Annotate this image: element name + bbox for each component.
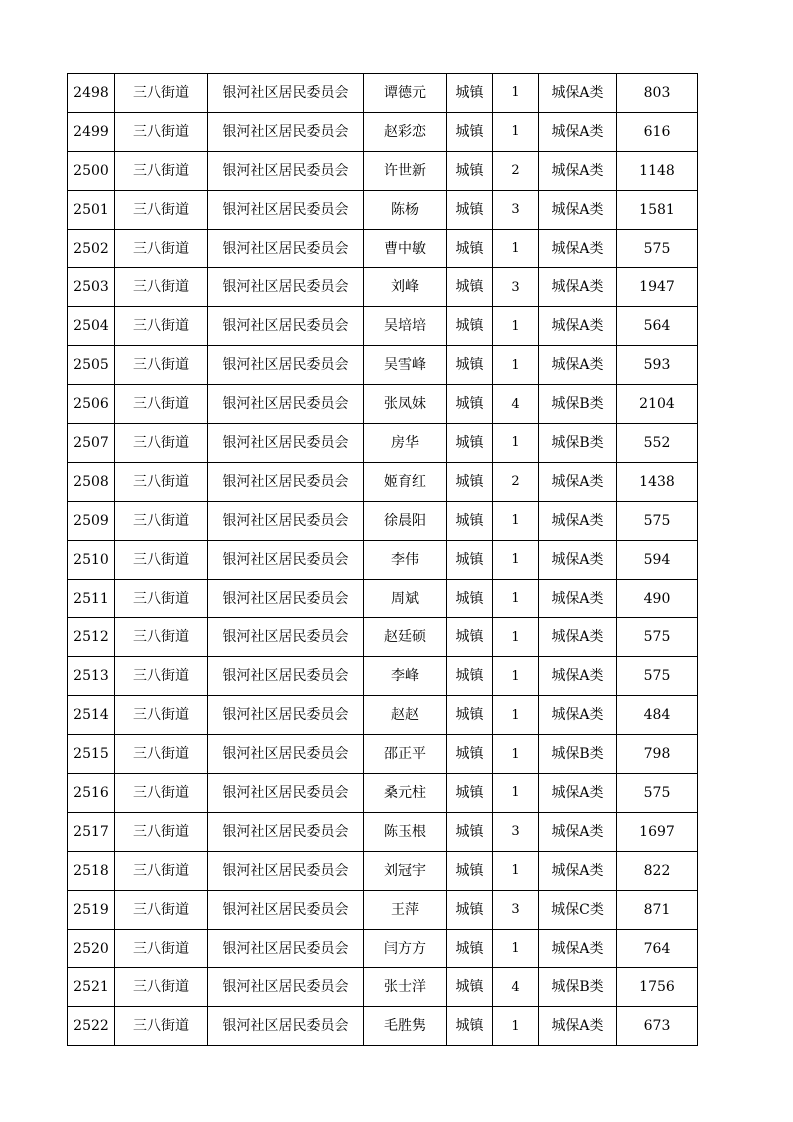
- cell-amount: 764: [617, 929, 698, 968]
- cell-community: 银河社区居民委员会: [208, 929, 364, 968]
- cell-amount: 673: [617, 1007, 698, 1046]
- cell-id: 2521: [68, 968, 115, 1007]
- cell-name: 毛胜隽: [364, 1007, 447, 1046]
- cell-community: 银河社区居民委员会: [208, 696, 364, 735]
- table-row: [68, 579, 698, 618]
- cell-street: 三八街道: [115, 735, 208, 774]
- cell-household-type: 城镇: [447, 462, 493, 501]
- cell-name: 赵彩恋: [364, 112, 447, 151]
- cell-community: 银河社区居民委员会: [208, 618, 364, 657]
- cell-category: 城保A类: [539, 540, 617, 579]
- cell-street: 三八街道: [115, 462, 208, 501]
- cell-amount: 490: [617, 579, 698, 618]
- cell-community: 银河社区居民委员会: [208, 774, 364, 813]
- records-table-body: [68, 74, 698, 1046]
- cell-name: 陈杨: [364, 190, 447, 229]
- cell-name: 王萍: [364, 890, 447, 929]
- cell-name: 周斌: [364, 579, 447, 618]
- cell-category: 城保A类: [539, 851, 617, 890]
- cell-name: 邵正平: [364, 735, 447, 774]
- cell-member-count: 1: [493, 229, 539, 268]
- cell-household-type: 城镇: [447, 268, 493, 307]
- cell-member-count: 1: [493, 579, 539, 618]
- cell-name: 吴雪峰: [364, 346, 447, 385]
- cell-household-type: 城镇: [447, 307, 493, 346]
- table-row: [68, 1007, 698, 1046]
- cell-household-type: 城镇: [447, 112, 493, 151]
- cell-category: 城保A类: [539, 774, 617, 813]
- cell-id: 2499: [68, 112, 115, 151]
- cell-household-type: 城镇: [447, 424, 493, 463]
- cell-street: 三八街道: [115, 385, 208, 424]
- cell-amount: 1756: [617, 968, 698, 1007]
- cell-id: 2508: [68, 462, 115, 501]
- cell-member-count: 1: [493, 851, 539, 890]
- cell-community: 银河社区居民委员会: [208, 968, 364, 1007]
- cell-category: 城保A类: [539, 657, 617, 696]
- cell-street: 三八街道: [115, 307, 208, 346]
- cell-household-type: 城镇: [447, 851, 493, 890]
- cell-community: 银河社区居民委员会: [208, 851, 364, 890]
- cell-street: 三八街道: [115, 851, 208, 890]
- cell-amount: 798: [617, 735, 698, 774]
- cell-member-count: 1: [493, 657, 539, 696]
- cell-id: 2516: [68, 774, 115, 813]
- cell-member-count: 1: [493, 424, 539, 463]
- cell-name: 谭德元: [364, 74, 447, 113]
- table-row: [68, 968, 698, 1007]
- cell-community: 银河社区居民委员会: [208, 462, 364, 501]
- cell-id: 2503: [68, 268, 115, 307]
- cell-street: 三八街道: [115, 968, 208, 1007]
- cell-street: 三八街道: [115, 696, 208, 735]
- cell-household-type: 城镇: [447, 579, 493, 618]
- cell-id: 2506: [68, 385, 115, 424]
- cell-amount: 594: [617, 540, 698, 579]
- records-table: [67, 73, 698, 1046]
- cell-member-count: 1: [493, 1007, 539, 1046]
- cell-community: 银河社区居民委员会: [208, 735, 364, 774]
- cell-household-type: 城镇: [447, 501, 493, 540]
- cell-id: 2511: [68, 579, 115, 618]
- cell-amount: 564: [617, 307, 698, 346]
- cell-name: 赵赵: [364, 696, 447, 735]
- cell-id: 2515: [68, 735, 115, 774]
- cell-street: 三八街道: [115, 268, 208, 307]
- cell-community: 银河社区居民委员会: [208, 74, 364, 113]
- cell-member-count: 3: [493, 190, 539, 229]
- cell-street: 三八街道: [115, 151, 208, 190]
- cell-community: 银河社区居民委员会: [208, 385, 364, 424]
- table-row: [68, 307, 698, 346]
- table-row: [68, 735, 698, 774]
- cell-amount: 575: [617, 774, 698, 813]
- cell-member-count: 1: [493, 112, 539, 151]
- table-row: [68, 774, 698, 813]
- cell-household-type: 城镇: [447, 618, 493, 657]
- cell-street: 三八街道: [115, 890, 208, 929]
- cell-member-count: 4: [493, 385, 539, 424]
- cell-household-type: 城镇: [447, 540, 493, 579]
- cell-household-type: 城镇: [447, 657, 493, 696]
- cell-id: 2520: [68, 929, 115, 968]
- cell-street: 三八街道: [115, 774, 208, 813]
- cell-name: 闫方方: [364, 929, 447, 968]
- cell-household-type: 城镇: [447, 190, 493, 229]
- table-row: [68, 540, 698, 579]
- cell-amount: 616: [617, 112, 698, 151]
- table-row: [68, 151, 698, 190]
- cell-amount: 803: [617, 74, 698, 113]
- cell-household-type: 城镇: [447, 346, 493, 385]
- cell-id: 2517: [68, 812, 115, 851]
- cell-member-count: 1: [493, 929, 539, 968]
- cell-member-count: 1: [493, 74, 539, 113]
- cell-household-type: 城镇: [447, 890, 493, 929]
- cell-amount: 552: [617, 424, 698, 463]
- cell-name: 徐晨阳: [364, 501, 447, 540]
- cell-amount: 1581: [617, 190, 698, 229]
- cell-category: 城保B类: [539, 424, 617, 463]
- cell-name: 桑元柱: [364, 774, 447, 813]
- cell-member-count: 4: [493, 968, 539, 1007]
- cell-id: 2501: [68, 190, 115, 229]
- cell-household-type: 城镇: [447, 735, 493, 774]
- cell-street: 三八街道: [115, 579, 208, 618]
- table-row: [68, 696, 698, 735]
- cell-id: 2504: [68, 307, 115, 346]
- cell-name: 许世新: [364, 151, 447, 190]
- cell-street: 三八街道: [115, 74, 208, 113]
- cell-member-count: 3: [493, 812, 539, 851]
- cell-id: 2513: [68, 657, 115, 696]
- cell-community: 银河社区居民委员会: [208, 307, 364, 346]
- cell-community: 银河社区居民委员会: [208, 540, 364, 579]
- cell-amount: 575: [617, 229, 698, 268]
- cell-household-type: 城镇: [447, 774, 493, 813]
- cell-category: 城保C类: [539, 890, 617, 929]
- cell-name: 房华: [364, 424, 447, 463]
- table-row: [68, 890, 698, 929]
- cell-street: 三八街道: [115, 501, 208, 540]
- cell-category: 城保A类: [539, 346, 617, 385]
- cell-member-count: 2: [493, 151, 539, 190]
- cell-street: 三八街道: [115, 190, 208, 229]
- cell-community: 银河社区居民委员会: [208, 579, 364, 618]
- cell-member-count: 1: [493, 307, 539, 346]
- table-row: [68, 229, 698, 268]
- cell-amount: 593: [617, 346, 698, 385]
- cell-community: 银河社区居民委员会: [208, 657, 364, 696]
- table-row: [68, 812, 698, 851]
- cell-community: 银河社区居民委员会: [208, 346, 364, 385]
- cell-street: 三八街道: [115, 112, 208, 151]
- cell-category: 城保B类: [539, 968, 617, 1007]
- cell-community: 银河社区居民委员会: [208, 190, 364, 229]
- table-row: [68, 268, 698, 307]
- cell-member-count: 1: [493, 735, 539, 774]
- cell-category: 城保A类: [539, 579, 617, 618]
- cell-member-count: 3: [493, 268, 539, 307]
- cell-member-count: 3: [493, 890, 539, 929]
- cell-category: 城保A类: [539, 1007, 617, 1046]
- cell-amount: 871: [617, 890, 698, 929]
- table-row: [68, 462, 698, 501]
- cell-amount: 1947: [617, 268, 698, 307]
- cell-id: 2522: [68, 1007, 115, 1046]
- cell-name: 陈玉根: [364, 812, 447, 851]
- cell-street: 三八街道: [115, 1007, 208, 1046]
- cell-household-type: 城镇: [447, 74, 493, 113]
- cell-category: 城保B类: [539, 735, 617, 774]
- cell-household-type: 城镇: [447, 696, 493, 735]
- cell-category: 城保A类: [539, 812, 617, 851]
- table-row: [68, 385, 698, 424]
- cell-amount: 484: [617, 696, 698, 735]
- cell-category: 城保A类: [539, 229, 617, 268]
- table-row: [68, 190, 698, 229]
- cell-amount: 1438: [617, 462, 698, 501]
- cell-amount: 575: [617, 657, 698, 696]
- cell-member-count: 2: [493, 462, 539, 501]
- cell-community: 银河社区居民委员会: [208, 890, 364, 929]
- table-row: [68, 346, 698, 385]
- cell-name: 张士洋: [364, 968, 447, 1007]
- cell-household-type: 城镇: [447, 1007, 493, 1046]
- cell-street: 三八街道: [115, 929, 208, 968]
- cell-category: 城保A类: [539, 151, 617, 190]
- cell-community: 银河社区居民委员会: [208, 1007, 364, 1046]
- table-row: [68, 929, 698, 968]
- cell-id: 2519: [68, 890, 115, 929]
- cell-category: 城保A类: [539, 929, 617, 968]
- cell-street: 三八街道: [115, 812, 208, 851]
- cell-name: 曹中敏: [364, 229, 447, 268]
- cell-category: 城保A类: [539, 74, 617, 113]
- cell-member-count: 1: [493, 774, 539, 813]
- cell-category: 城保A类: [539, 462, 617, 501]
- cell-member-count: 1: [493, 696, 539, 735]
- table-row: [68, 501, 698, 540]
- table-row: [68, 424, 698, 463]
- cell-amount: 575: [617, 618, 698, 657]
- cell-category: 城保A类: [539, 618, 617, 657]
- cell-id: 2514: [68, 696, 115, 735]
- cell-amount: 2104: [617, 385, 698, 424]
- cell-category: 城保A类: [539, 696, 617, 735]
- cell-community: 银河社区居民委员会: [208, 151, 364, 190]
- cell-category: 城保B类: [539, 385, 617, 424]
- cell-id: 2498: [68, 74, 115, 113]
- cell-street: 三八街道: [115, 540, 208, 579]
- cell-community: 银河社区居民委员会: [208, 112, 364, 151]
- cell-name: 李伟: [364, 540, 447, 579]
- cell-community: 银河社区居民委员会: [208, 424, 364, 463]
- cell-street: 三八街道: [115, 229, 208, 268]
- cell-street: 三八街道: [115, 657, 208, 696]
- cell-category: 城保A类: [539, 501, 617, 540]
- cell-amount: 1697: [617, 812, 698, 851]
- cell-name: 李峰: [364, 657, 447, 696]
- cell-name: 赵廷硕: [364, 618, 447, 657]
- cell-member-count: 1: [493, 501, 539, 540]
- cell-household-type: 城镇: [447, 929, 493, 968]
- table-row: [68, 851, 698, 890]
- cell-household-type: 城镇: [447, 385, 493, 424]
- cell-household-type: 城镇: [447, 812, 493, 851]
- cell-category: 城保A类: [539, 268, 617, 307]
- table-row: [68, 657, 698, 696]
- cell-street: 三八街道: [115, 346, 208, 385]
- cell-community: 银河社区居民委员会: [208, 268, 364, 307]
- cell-street: 三八街道: [115, 618, 208, 657]
- cell-name: 刘冠宇: [364, 851, 447, 890]
- cell-name: 刘峰: [364, 268, 447, 307]
- cell-street: 三八街道: [115, 424, 208, 463]
- cell-name: 吴培培: [364, 307, 447, 346]
- table-row: [68, 112, 698, 151]
- table-row: [68, 618, 698, 657]
- cell-id: 2509: [68, 501, 115, 540]
- cell-id: 2505: [68, 346, 115, 385]
- cell-name: 姬育红: [364, 462, 447, 501]
- cell-member-count: 1: [493, 618, 539, 657]
- cell-community: 银河社区居民委员会: [208, 812, 364, 851]
- cell-community: 银河社区居民委员会: [208, 501, 364, 540]
- cell-id: 2500: [68, 151, 115, 190]
- cell-id: 2518: [68, 851, 115, 890]
- cell-category: 城保A类: [539, 190, 617, 229]
- cell-amount: 1148: [617, 151, 698, 190]
- cell-amount: 822: [617, 851, 698, 890]
- cell-category: 城保A类: [539, 112, 617, 151]
- cell-household-type: 城镇: [447, 151, 493, 190]
- cell-household-type: 城镇: [447, 968, 493, 1007]
- cell-id: 2502: [68, 229, 115, 268]
- cell-id: 2510: [68, 540, 115, 579]
- cell-member-count: 1: [493, 346, 539, 385]
- cell-category: 城保A类: [539, 307, 617, 346]
- cell-community: 银河社区居民委员会: [208, 229, 364, 268]
- cell-household-type: 城镇: [447, 229, 493, 268]
- cell-id: 2507: [68, 424, 115, 463]
- cell-amount: 575: [617, 501, 698, 540]
- cell-member-count: 1: [493, 540, 539, 579]
- table-row: [68, 74, 698, 113]
- cell-id: 2512: [68, 618, 115, 657]
- cell-name: 张凤妹: [364, 385, 447, 424]
